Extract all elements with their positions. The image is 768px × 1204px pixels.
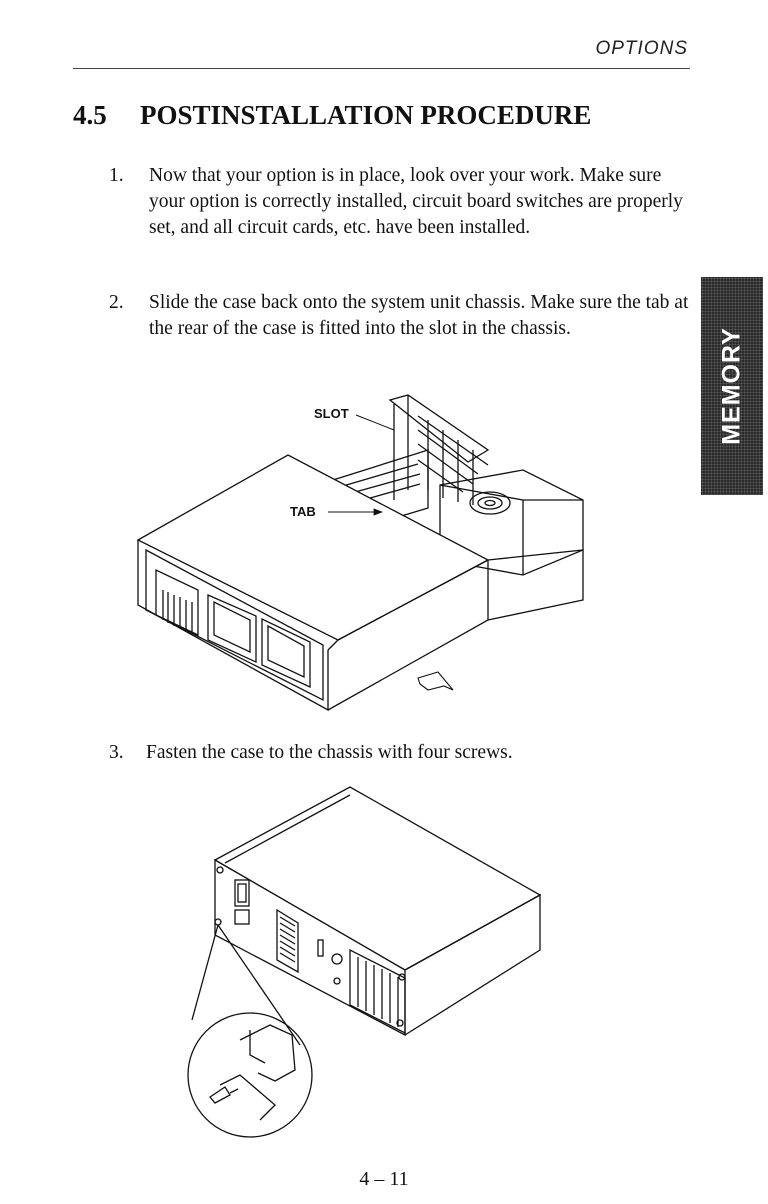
chapter-tab-label: MEMORY <box>717 327 746 445</box>
case-installation-figure <box>128 390 598 720</box>
slot-callout: SLOT <box>314 406 349 421</box>
header-section-name: OPTIONS <box>595 38 688 59</box>
step-text: Slide the case back onto the system unit chassis. Make sure the tab at the rear of the case is fitted into the slot in the chassis. <box>149 292 689 339</box>
step-text: Now that your option is in place, look over your work. Make sure your option is correctly installed, circuit board switches are properly set, and all circuit cards, etc. have been installed. <box>149 165 683 238</box>
running-header <box>73 38 690 69</box>
tab-callout: TAB <box>290 504 316 519</box>
section-heading: POSTINSTALLATION PROCEDURE <box>140 100 592 130</box>
page-number: 4 – 11 <box>359 1168 409 1190</box>
section-title <box>73 100 591 131</box>
step-number: 1. <box>109 165 124 186</box>
step-number: 3. <box>109 742 124 763</box>
step-text: Fasten the case to the chassis with four screws. <box>146 742 513 763</box>
chapter-tab <box>701 277 763 495</box>
section-number: 4.5 <box>73 100 107 130</box>
rear-screws-figure <box>180 785 560 1140</box>
step-number: 2. <box>109 292 124 313</box>
